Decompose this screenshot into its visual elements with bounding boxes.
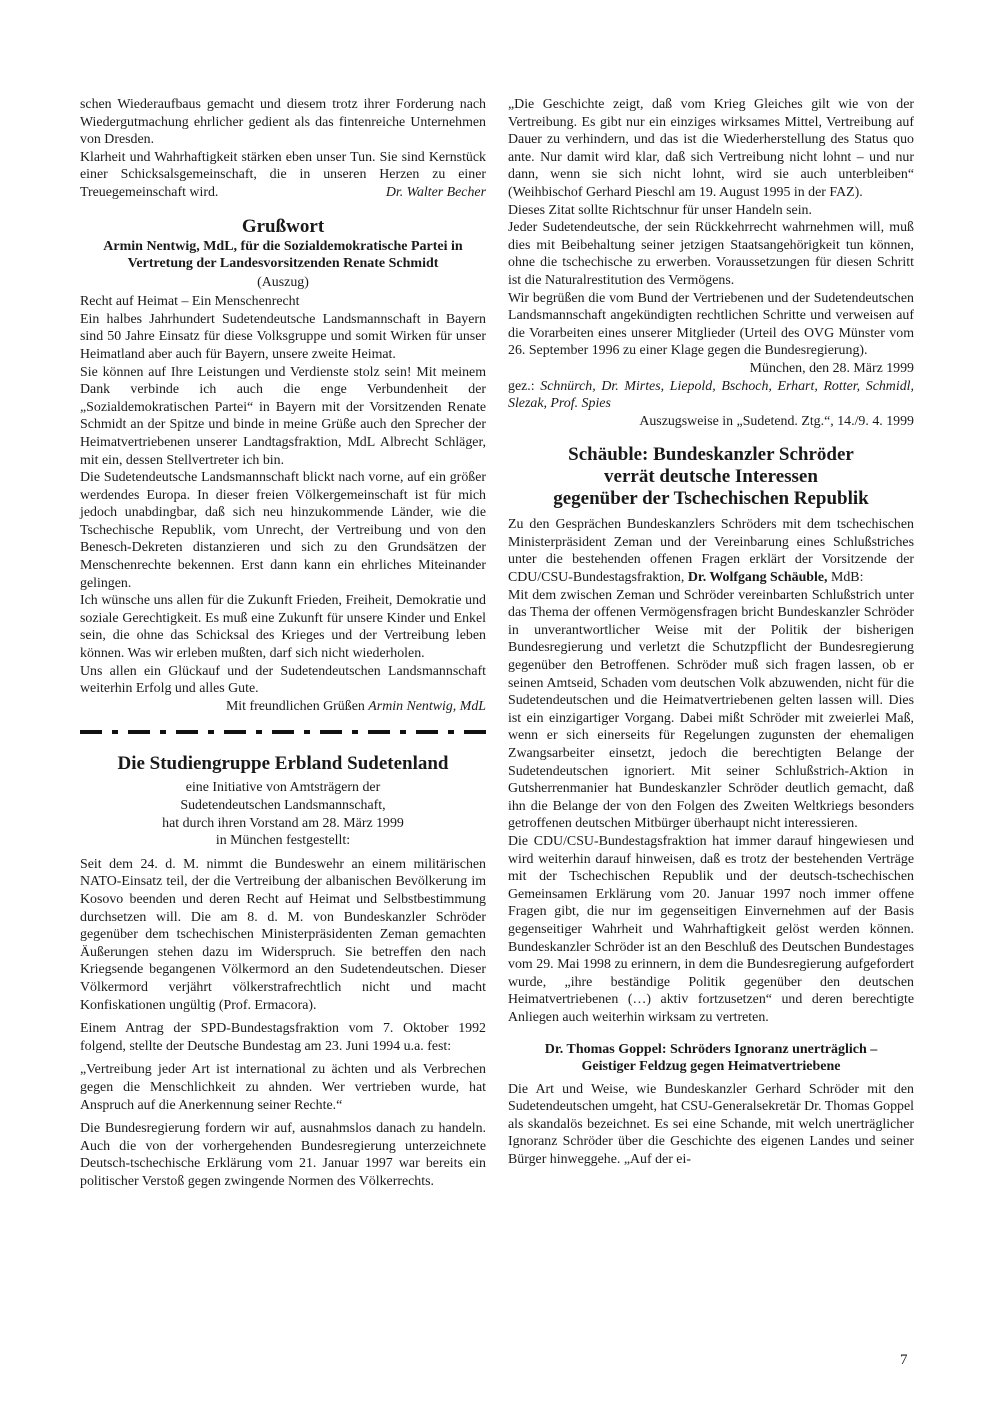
grusswort-note: (Auszug) — [257, 274, 309, 290]
studiengruppe-paragraph: Einem Antrag der SPD-Bundestagsfraktion vom 7. Oktober 1992 folgend, stellte der Deutsche Bundestag am 23. Juni 1994 u.a. fest: — [80, 1021, 486, 1054]
schaeuble-intro-text: Zu den Gesprächen Bundeskanzlers Schröders mit dem tschechischen Ministerpräsident Zeman und der Vereinbarung eines Schlußstriches unter die bestehenden offenen Fragen erklärt der Vorsitzende der CDU/CSU-Bundestagsfraktion, — [508, 517, 914, 586]
grusswort-paragraph: Ein halbes Jahrhundert Sudetendeutsche Landsmannschaft in Bayern sind 50 Jahre Einsatz für diese Volksgruppe und somit Wirken für unser Heimatland aber auch für Bayern, unsere zweite Heimat. — [80, 311, 486, 362]
schaeuble-paragraph: Mit dem zwischen Zeman und Schröder vereinbarten Schlußstrich unter das Thema der offenen Vermögensfragen bricht Bundeskanzler Schröder in unverantwortlicher Weise mit der Politik der bisherigen Bundesregierung und verletzt die Schutzpflicht der Bundesregierung gegenüber den Betroffenen. Schröder muß sich fragen lassen, ob er seinen Amtseid, Schaden vom deutschen Volk abzuwenden, nicht für die Sudetendeutschen und die Heimatvertriebenen gelten lassen will. Dies ist ein einzigartiger Vorgang. Dabei mißt Schröder mit zweierlei Maß, wenn er sich einerseits für Regelungen zugunsten der ehemaligen Zwangsarbeiter einsetzt, jedoch die berechtigten Belange der Sudetendeutschen ignoriert. Mit seiner Schlußstrich-Aktion in Gutsherrenmanier hat Bundeskanzler Schröder deutlich gemacht, daß ihn die Belange der von den Folgen des Zweiten Weltkriegs besonders getroffenen deutschen Mitbürger überhaupt nicht interessieren. — [508, 587, 914, 832]
grusswort-paragraph: Recht auf Heimat – Ein Menschenrecht — [80, 294, 300, 310]
date-line: München, den 28. März 1999 — [749, 360, 914, 376]
right-paragraph: „Die Geschichte zeigt, daß vom Krieg Gleiches gilt wie von der Vertreibung. Es gibt nur ein einziges wirksames Mittel, Vertreibung auf Dauer zu verhindern, und das ist die Wiederherstellung des Status quo ante. Nur damit wird klar, daß sich Vertreibung nicht lohnt – und nur dann, wenn sie sich nicht lohnt, wird sie auch unterbleiben“ (Weihbischof Gerhard Pieschl am 19. August 1995 in der FAZ). — [508, 97, 914, 200]
intro-paragraph-2 — [80, 149, 486, 202]
right-paragraph: Wir begrüßen die vom Bund der Vertriebenen und der Sudetendeutschen Landsmannschaft angekündigten rechtlichen Schritte und verweisen auf die Vorarbeiten eines unserer Mitglieder (Urteil des OVG Münster vom 26. September 1996 zu einer Klage gegen die Bundesregierung). — [508, 290, 914, 359]
source-note: Auszugsweise in „Sudetend. Ztg.“, 14./9. 4. 1999 — [639, 413, 914, 429]
grusswort-title: Grußwort — [241, 215, 325, 237]
goppel-paragraph: Die Art und Weise, wie Bundeskanzler Gerhard Schröder mit den Sudetendeutschen umgeht, hat CSU-Generalsekretär Dr. Thomas Goppel als skandalös bezeichnet. Es sei eine Schande, mit welch unerträglicher Ignoranz Schröder über die Geschichte des eigenen Landes und seiner Bürger hinweggehe. „Auf der ei- — [508, 1081, 914, 1167]
section-divider — [80, 727, 486, 737]
schaeuble-intro-name: Dr. Wolfgang Schäuble, — [687, 570, 828, 586]
schaeuble-intro-suffix: MdB: — [831, 570, 864, 586]
schaeuble-title-line: gegenüber der Tschechischen Republik — [553, 488, 869, 510]
intro-paragraph-1: schen Wiederaufbaus gemacht und diesem trotz ihrer Forderung nach Wiedergutmachung ehrlicher gedient als das fintenreiche Unternehmen von Dresden. — [80, 97, 486, 148]
studiengruppe-paragraph: Die Bundesregierung fordern wir auf, ausnahmslos danach zu handeln. Auch die von der vorhergehenden Bundesregierung unterzeichnete Deutsch-tschechische Erklärung vom 21. Januar 1997 war bereits ein politischer Verstoß gegen zwingende Normen des Völkerrechts. — [80, 1121, 486, 1189]
studiengruppe-intro-line: Sudetendeutschen Landsmannschaft, — [180, 798, 386, 813]
goppel-title-line: Dr. Thomas Goppel: Schröders Ignoranz unerträglich – — [544, 1041, 878, 1057]
goppel-title-line: Geistiger Feldzug gegen Heimatvertriebene — [581, 1058, 841, 1074]
studiengruppe-intro-line: in München festgestellt: — [215, 833, 351, 849]
schaeuble-title-line: Schäuble: Bundeskanzler Schröder — [568, 444, 854, 466]
grusswort-closing-line — [80, 698, 486, 716]
grusswort-paragraph: Uns allen ein Glückauf und der Sudetendeutschen Landsmannschaft weiterhin Erfolg und alles Gute. — [80, 663, 486, 697]
right-paragraph: Jeder Sudetendeutsche, der sein Rückkehrrecht wahrnehmen will, muß dies mit Beibehaltung seiner jetzigen Staatsangehörigkeit tun können, ohne die tschechische zu erwerben. Voraussetzungen für diesen Schritt ist die Naturalrestitution des Vermögens. — [508, 220, 914, 288]
studiengruppe-intro-line: hat durch ihren Vorstand am 28. März 1999 — [162, 815, 404, 831]
right-paragraph: Dieses Zitat sollte Richtschnur für unser Handeln sein. — [508, 202, 812, 218]
schaeuble-title-line: verrät deutsche Interessen — [604, 466, 818, 488]
studiengruppe-intro-line: eine Initiative von Amtsträgern der — [185, 780, 381, 796]
grusswort-closing-name: Armin Nentwig, MdL — [368, 698, 486, 714]
schaeuble-intro — [508, 516, 914, 586]
grusswort-paragraph: Sie können auf Ihre Leistungen und Verdienste stolz sein! Mit meinem Dank verbinde ich auch die enge Verbundenheit der „Sozialdemokratischen Partei“ in Bayern mit der Vorsitzenden Renate Schmidt an der Spitze und binde in meine Grüße auch den Sprecher der Heimatvertriebenen unserer Landtagsfraktion, MdL Albrecht Schläger, mit ein, dessen Stellvertreter ich bin. — [80, 364, 486, 468]
studiengruppe-paragraph: Seit dem 24. d. M. nimmt die Bundeswehr an einem militärischen NATO-Einsatz teil, der die Vertreibung der albanischen Bevölkerung im Kosovo beenden und deren Recht auf Heimat und Selbstbestimmung durchsetzen will. Die am 8. d. M. von Bundeskanzler Schröder gegenüber dem tschechischen Ministerpräsidenten Zeman gemachten Äußerungen stehen dazu im Widerspruch. Sie betreffen den nach Kriegsende begangenen Völkermord an den Sudetendeutschen. Dieser Völkermord verjährt völkerstrafrechtlich nicht und macht Konfiskationen ungültig (Prof. Ermacora). — [80, 856, 486, 1013]
grusswort-paragraph: Die Sudetendeutsche Landsmannschaft blickt nach vorne, auf ein größer werdendes Europa. In dieser freien Völkergemeinschaft ist für mich jedoch unabdingbar, daß sich neu hinzukommende Länder, wie die Tschechische Republik, vom Unrecht, der Vertreibung und von den Benesch-Dekreten distanzieren und sich zu den Grundsätzen der Menschenrechte bekennen. Erst dann kann ein ehrliches Miteinander gelingen. — [80, 470, 486, 591]
schaeuble-paragraph: Die CDU/CSU-Bundestagsfraktion hat immer darauf hingewiesen und wird weiterhin darauf hinweisen, daß es trotz der bestehenden Verträge mit der Tschechischen Republik und der deutsch-tschechischen Gemeinsamen Erklärung vom 20. Januar 1997 noch immer offene Fragen gibt, die nur im gegenseitigen Einvernehmen auf der Basis gegenseitiger Wahrheit und Wahrhaftigkeit gelöst werden können. Bundeskanzler Schröder ist an den Beschluß des Deutschen Bundestages vom 29. Mai 1998 zu erinnern, in dem die Bundesregierung aufgefordert wurde, „ihre beständige Politik gegenüber den deutschen Heimatvertriebenen (…) aktiv fortzusetzen“ und deren berechtigte Anliegen auch weiterhin wirksam zu vertreten. — [508, 833, 914, 1025]
studiengruppe-intro — [80, 779, 486, 849]
goppel-title — [508, 1041, 914, 1075]
grusswort-paragraph: Ich wünsche uns allen für die Zukunft Frieden, Freiheit, Demokratie und soziale Gerechtigkeit. Es muß eine Zukunft für unsere Kinder und Enkel sein, die ohne das Schicksal des Krieges und der Vertreibung leben können. Was wir erleben mußten, darf sich nicht wiederholen. — [80, 593, 486, 662]
signed-names: Schnürch, Dr. Mirtes, Liepold, Bschoch, Erhart, Rotter, Schmidl, Slezak, Prof. Spies — [508, 378, 914, 412]
schaeuble-title — [508, 444, 914, 510]
left-column — [80, 96, 486, 1190]
studiengruppe-title: Die Studiengruppe Erbland Sudetenland — [117, 753, 449, 775]
grusswort-subtitle: Armin Nentwig, MdL, für die Sozialdemokratische Partei in Vertretung der Landesvorsitzenden Renate Schmidt — [103, 238, 463, 271]
signed-line — [508, 378, 914, 413]
page-number: 7 — [900, 1352, 908, 1368]
grusswort-closing: Mit freundlichen Grüßen — [225, 698, 365, 714]
intro-signature: Dr. Walter Becher — [385, 184, 486, 200]
intro-paragraph-2-text: Klarheit und Wahrhaftigkeit stärken eben unser Tun. Sie sind Kernstück einer Schicksalsgemeinschaft, die in unseren Herzen zu einer Treuegemeinschaft wird. — [80, 149, 486, 200]
right-column — [508, 96, 914, 1168]
signed-prefix: gez.: — [508, 378, 535, 394]
studiengruppe-paragraph: „Vertreibung jeder Art ist international zu ächten und als Verbrechen gegen die Menschlichkeit zu ahnden. Wer vertrieben wurde, hat Anspruch auf die Anerkennung seiner Rechte.“ — [80, 1062, 486, 1113]
